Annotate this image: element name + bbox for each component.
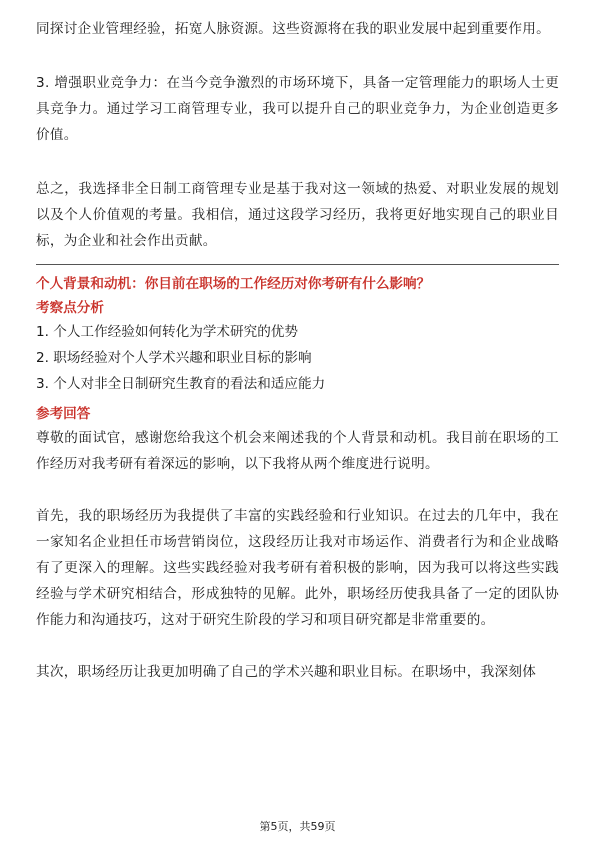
- spacer: [36, 477, 559, 503]
- analysis-point-list: [36, 319, 559, 397]
- analysis-point: 3. 个人对非全日制研究生教育的看法和适应能力: [36, 376, 326, 392]
- answer-paragraph-second: 其次，职场经历让我更加明确了自己的学术兴趣和职业目标。在职场中，我深刻体: [36, 664, 537, 680]
- answer-heading: 参考回答: [36, 406, 91, 422]
- section-divider: [36, 264, 559, 265]
- analysis-heading: 考察点分析: [36, 300, 104, 316]
- answer-paragraph-first: 首先，我的职场经历为我提供了丰富的实践经验和行业知识。在过去的几年中，我在一家知名企业担任市场营销岗位，这段经历让我对市场运作、消费者行为和企业战略有了更深入的理解。这些实践经验对我考研有着积极的影响，因为我可以将这些实践经验与学术研究相结合，形成独特的见解。此外，职场经历使我具备了一定的团队协作能力和沟通技巧，这对于研究生阶段的学习和项目研究都是非常重要的。: [36, 508, 559, 628]
- paragraph-continued-resources: 同探讨企业管理经验，拓宽人脉资源。这些资源将在我的职业发展中起到重要作用。: [36, 21, 551, 37]
- spacer: [36, 397, 559, 401]
- analysis-point: 1. 个人工作经验如何转化为学术研究的优势: [36, 324, 298, 340]
- page-content: [36, 16, 559, 685]
- question-heading: 个人背景和动机：你目前在职场的工作经历对你考研有什么影响？: [36, 276, 431, 292]
- analysis-point: 2. 职场经验对个人学术兴趣和职业目标的影响: [36, 350, 312, 366]
- page-number-footer: 第5页，共59页: [259, 820, 336, 833]
- paragraph-competitiveness: 3. 增强职业竞争力：在当今竞争激烈的市场环境下，具备一定管理能力的职场人士更具竞争力。通过学习工商管理专业，我可以提升自己的职业竞争力，为企业创造更多价值。: [36, 75, 559, 143]
- spacer: [36, 148, 559, 176]
- spacer: [36, 633, 559, 659]
- answer-paragraph-intro: 尊敬的面试官，感谢您给我这个机会来阐述我的个人背景和动机。我目前在职场的工作经历对我考研有着深远的影响，以下我将从两个维度进行说明。: [36, 430, 559, 472]
- spacer: [36, 42, 559, 70]
- paragraph-conclusion: 总之，我选择非全日制工商管理专业是基于我对这一领域的热爱、对职业发展的规划以及个人价值观的考量。我相信，通过这段学习经历，我将更好地实现自己的职业目标，为企业和社会作出贡献。: [36, 181, 559, 249]
